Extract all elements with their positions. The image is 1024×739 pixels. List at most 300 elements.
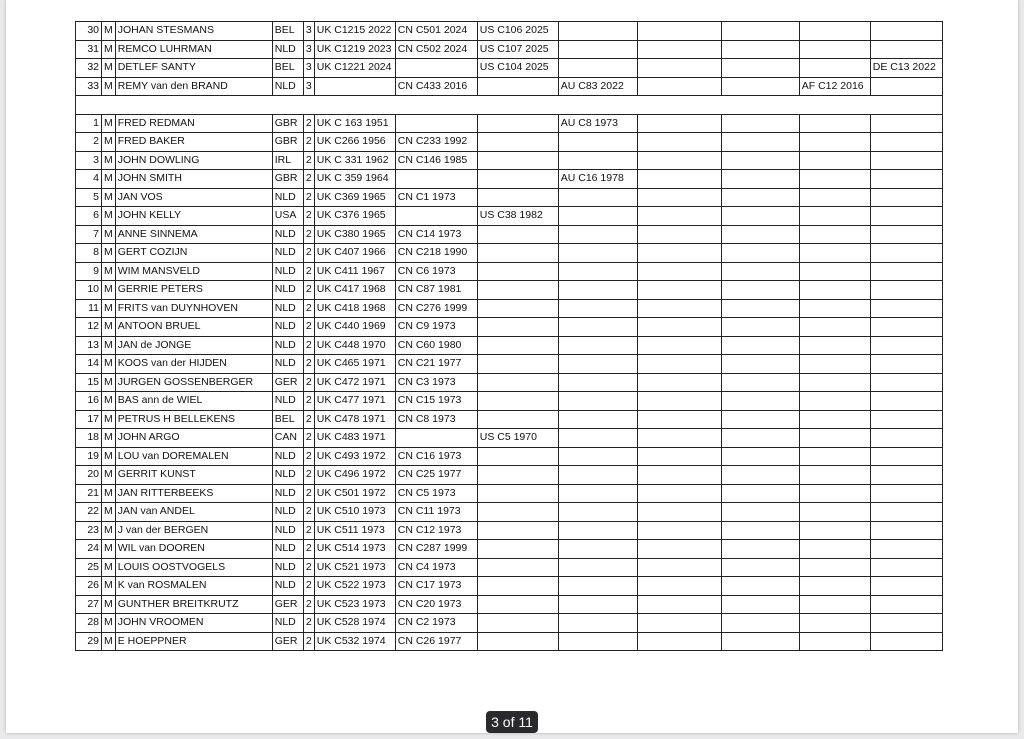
af-record-cell <box>799 410 870 429</box>
nationality-cell: NLD <box>272 355 303 374</box>
us-record-cell <box>477 373 558 392</box>
empty-cell <box>637 447 721 466</box>
rank-cell: 2 <box>303 373 314 392</box>
nationality-cell: NLD <box>272 77 303 96</box>
gender-cell: M <box>102 503 116 522</box>
empty-cell <box>637 595 721 614</box>
rank-cell: 2 <box>303 336 314 355</box>
uk-record-cell: UK C 359 1964 <box>314 170 395 189</box>
nationality-cell: NLD <box>272 318 303 337</box>
au-record-cell <box>558 355 637 374</box>
name-cell: WIM MANSVELD <box>115 262 272 281</box>
uk-record-cell: UK C501 1972 <box>314 484 395 503</box>
de-record-cell <box>870 133 942 152</box>
uk-record-cell: UK C417 1968 <box>314 281 395 300</box>
empty-cell <box>721 188 799 207</box>
af-record-cell <box>799 373 870 392</box>
nationality-cell: NLD <box>272 466 303 485</box>
us-record-cell <box>477 77 558 96</box>
gender-cell: M <box>102 22 116 41</box>
uk-record-cell: UK C510 1973 <box>314 503 395 522</box>
af-record-cell <box>799 170 870 189</box>
cn-record-cell: CN C14 1973 <box>395 225 477 244</box>
row-number-cell: 22 <box>76 503 102 522</box>
name-cell: JURGEN GOSSENBERGER <box>115 373 272 392</box>
au-record-cell: AU C16 1978 <box>558 170 637 189</box>
row-number-cell: 20 <box>76 466 102 485</box>
uk-record-cell: UK C493 1972 <box>314 447 395 466</box>
separator-cell <box>870 96 942 115</box>
rank-cell: 2 <box>303 503 314 522</box>
empty-cell <box>637 281 721 300</box>
gender-cell: M <box>102 170 116 189</box>
table-row <box>76 632 943 651</box>
empty-cell <box>721 614 799 633</box>
cn-record-cell: CN C2 1973 <box>395 614 477 633</box>
de-record-cell <box>870 410 942 429</box>
rank-cell: 2 <box>303 484 314 503</box>
table-row <box>76 77 943 96</box>
nationality-cell: NLD <box>272 336 303 355</box>
empty-cell <box>637 318 721 337</box>
cn-record-cell: CN C87 1981 <box>395 281 477 300</box>
us-record-cell <box>477 225 558 244</box>
us-record-cell <box>477 281 558 300</box>
uk-record-cell: UK C448 1970 <box>314 336 395 355</box>
empty-cell <box>637 355 721 374</box>
nationality-cell: NLD <box>272 392 303 411</box>
cn-record-cell <box>395 114 477 133</box>
name-cell: FRITS van DUYNHOVEN <box>115 299 272 318</box>
table-row <box>76 521 943 540</box>
empty-cell <box>637 484 721 503</box>
au-record-cell <box>558 466 637 485</box>
separator-row <box>76 96 943 115</box>
de-record-cell <box>870 281 942 300</box>
gender-cell: M <box>102 466 116 485</box>
cn-record-cell: CN C218 1990 <box>395 244 477 263</box>
name-cell: BAS ann de WIEL <box>115 392 272 411</box>
rank-cell: 2 <box>303 207 314 226</box>
separator-cell <box>799 96 870 115</box>
name-cell: GERRIT KUNST <box>115 466 272 485</box>
au-record-cell <box>558 503 637 522</box>
row-number-cell: 15 <box>76 373 102 392</box>
separator-cell <box>115 96 272 115</box>
us-record-cell: US C106 2025 <box>477 22 558 41</box>
cn-record-cell <box>395 59 477 78</box>
af-record-cell <box>799 466 870 485</box>
empty-cell <box>637 410 721 429</box>
gender-cell: M <box>102 373 116 392</box>
nationality-cell: NLD <box>272 577 303 596</box>
cn-record-cell: CN C276 1999 <box>395 299 477 318</box>
au-record-cell <box>558 133 637 152</box>
gender-cell: M <box>102 188 116 207</box>
table-row <box>76 355 943 374</box>
nationality-cell: CAN <box>272 429 303 448</box>
separator-cell <box>721 96 799 115</box>
separator-cell <box>102 96 116 115</box>
de-record-cell <box>870 77 942 96</box>
table-section-rank-3 <box>76 22 943 96</box>
separator-cell <box>558 96 637 115</box>
rank-cell: 2 <box>303 244 314 263</box>
table-row <box>76 373 943 392</box>
us-record-cell <box>477 466 558 485</box>
gender-cell: M <box>102 40 116 59</box>
de-record-cell <box>870 484 942 503</box>
empty-cell <box>637 170 721 189</box>
cn-record-cell <box>395 170 477 189</box>
name-cell: LOUIS OOSTVOGELS <box>115 558 272 577</box>
table-row <box>76 558 943 577</box>
de-record-cell <box>870 244 942 263</box>
separator-cell <box>637 96 721 115</box>
au-record-cell <box>558 188 637 207</box>
au-record-cell <box>558 318 637 337</box>
cn-record-cell: CN C12 1973 <box>395 521 477 540</box>
empty-cell <box>637 207 721 226</box>
uk-record-cell: UK C532 1974 <box>314 632 395 651</box>
us-record-cell <box>477 318 558 337</box>
cn-record-cell: CN C501 2024 <box>395 22 477 41</box>
empty-cell <box>721 22 799 41</box>
table-separator <box>76 96 943 115</box>
de-record-cell: DE C13 2022 <box>870 59 942 78</box>
empty-cell <box>637 299 721 318</box>
de-record-cell <box>870 429 942 448</box>
cn-record-cell: CN C16 1973 <box>395 447 477 466</box>
cn-record-cell: CN C9 1973 <box>395 318 477 337</box>
table-row <box>76 540 943 559</box>
uk-record-cell: UK C411 1967 <box>314 262 395 281</box>
name-cell: PETRUS H BELLEKENS <box>115 410 272 429</box>
au-record-cell <box>558 392 637 411</box>
rank-cell: 2 <box>303 410 314 429</box>
af-record-cell <box>799 22 870 41</box>
table-row <box>76 299 943 318</box>
rank-cell: 2 <box>303 577 314 596</box>
us-record-cell <box>477 595 558 614</box>
de-record-cell <box>870 207 942 226</box>
au-record-cell <box>558 299 637 318</box>
af-record-cell <box>799 151 870 170</box>
nationality-cell: NLD <box>272 484 303 503</box>
af-record-cell <box>799 225 870 244</box>
row-number-cell: 26 <box>76 577 102 596</box>
gender-cell: M <box>102 558 116 577</box>
empty-cell <box>721 355 799 374</box>
table-row <box>76 466 943 485</box>
de-record-cell <box>870 521 942 540</box>
us-record-cell <box>477 484 558 503</box>
uk-record-cell: UK C522 1973 <box>314 577 395 596</box>
empty-cell <box>637 59 721 78</box>
au-record-cell <box>558 429 637 448</box>
au-record-cell <box>558 447 637 466</box>
empty-cell <box>637 133 721 152</box>
separator-cell <box>314 96 395 115</box>
rank-cell: 2 <box>303 170 314 189</box>
uk-record-cell: UK C511 1973 <box>314 521 395 540</box>
empty-cell <box>721 466 799 485</box>
nationality-cell: NLD <box>272 521 303 540</box>
empty-cell <box>637 188 721 207</box>
gender-cell: M <box>102 244 116 263</box>
cn-record-cell: CN C146 1985 <box>395 151 477 170</box>
rank-cell: 2 <box>303 299 314 318</box>
row-number-cell: 31 <box>76 40 102 59</box>
au-record-cell <box>558 521 637 540</box>
rank-cell: 2 <box>303 614 314 633</box>
af-record-cell <box>799 318 870 337</box>
cn-record-cell: CN C8 1973 <box>395 410 477 429</box>
uk-record-cell: UK C528 1974 <box>314 614 395 633</box>
cn-record-cell: CN C3 1973 <box>395 373 477 392</box>
nationality-cell: NLD <box>272 225 303 244</box>
af-record-cell <box>799 133 870 152</box>
au-record-cell <box>558 373 637 392</box>
au-record-cell <box>558 595 637 614</box>
cn-record-cell: CN C25 1977 <box>395 466 477 485</box>
empty-cell <box>637 503 721 522</box>
empty-cell <box>721 299 799 318</box>
nationality-cell: GBR <box>272 170 303 189</box>
de-record-cell <box>870 392 942 411</box>
cn-record-cell: CN C15 1973 <box>395 392 477 411</box>
us-record-cell <box>477 540 558 559</box>
gender-cell: M <box>102 59 116 78</box>
rank-cell: 2 <box>303 281 314 300</box>
empty-cell <box>637 373 721 392</box>
empty-cell <box>721 207 799 226</box>
us-record-cell <box>477 521 558 540</box>
rank-cell: 2 <box>303 151 314 170</box>
table-row <box>76 318 943 337</box>
empty-cell <box>721 133 799 152</box>
name-cell: JAN RITTERBEEKS <box>115 484 272 503</box>
gender-cell: M <box>102 540 116 559</box>
us-record-cell <box>477 299 558 318</box>
us-record-cell <box>477 151 558 170</box>
row-number-cell: 2 <box>76 133 102 152</box>
uk-record-cell: UK C514 1973 <box>314 540 395 559</box>
de-record-cell <box>870 577 942 596</box>
uk-record-cell: UK C477 1971 <box>314 392 395 411</box>
de-record-cell <box>870 318 942 337</box>
nationality-cell: USA <box>272 207 303 226</box>
empty-cell <box>721 577 799 596</box>
cn-record-cell: CN C26 1977 <box>395 632 477 651</box>
row-number-cell: 21 <box>76 484 102 503</box>
us-record-cell <box>477 558 558 577</box>
row-number-cell: 24 <box>76 540 102 559</box>
table-row <box>76 114 943 133</box>
row-number-cell: 7 <box>76 225 102 244</box>
gender-cell: M <box>102 632 116 651</box>
table-row <box>76 595 943 614</box>
separator-cell <box>76 96 102 115</box>
au-record-cell: AU C83 2022 <box>558 77 637 96</box>
de-record-cell <box>870 540 942 559</box>
table-row <box>76 207 943 226</box>
gender-cell: M <box>102 262 116 281</box>
empty-cell <box>637 540 721 559</box>
af-record-cell <box>799 484 870 503</box>
name-cell: FRED BAKER <box>115 133 272 152</box>
empty-cell <box>721 503 799 522</box>
empty-cell <box>637 151 721 170</box>
empty-cell <box>637 22 721 41</box>
us-record-cell <box>477 447 558 466</box>
nationality-cell: NLD <box>272 299 303 318</box>
cn-record-cell: CN C6 1973 <box>395 262 477 281</box>
nationality-cell: GER <box>272 632 303 651</box>
af-record-cell: AF C12 2016 <box>799 77 870 96</box>
uk-record-cell: UK C496 1972 <box>314 466 395 485</box>
us-record-cell <box>477 336 558 355</box>
rank-cell: 2 <box>303 521 314 540</box>
table-row <box>76 22 943 41</box>
af-record-cell <box>799 429 870 448</box>
cn-record-cell: CN C4 1973 <box>395 558 477 577</box>
af-record-cell <box>799 595 870 614</box>
name-cell: FRED REDMAN <box>115 114 272 133</box>
us-record-cell <box>477 133 558 152</box>
rank-cell: 2 <box>303 466 314 485</box>
af-record-cell <box>799 207 870 226</box>
empty-cell <box>637 244 721 263</box>
table-row <box>76 59 943 78</box>
empty-cell <box>721 244 799 263</box>
us-record-cell <box>477 577 558 596</box>
gender-cell: M <box>102 299 116 318</box>
uk-record-cell: UK C266 1956 <box>314 133 395 152</box>
records-table <box>75 21 943 651</box>
af-record-cell <box>799 558 870 577</box>
empty-cell <box>721 40 799 59</box>
de-record-cell <box>870 614 942 633</box>
empty-cell <box>637 225 721 244</box>
empty-cell <box>637 114 721 133</box>
nationality-cell: NLD <box>272 262 303 281</box>
name-cell: REMY van den BRAND <box>115 77 272 96</box>
nationality-cell: GBR <box>272 133 303 152</box>
nationality-cell: NLD <box>272 188 303 207</box>
us-record-cell <box>477 503 558 522</box>
row-number-cell: 5 <box>76 188 102 207</box>
table-row <box>76 133 943 152</box>
au-record-cell <box>558 484 637 503</box>
gender-cell: M <box>102 133 116 152</box>
au-record-cell: AU C8 1973 <box>558 114 637 133</box>
de-record-cell <box>870 355 942 374</box>
gender-cell: M <box>102 614 116 633</box>
us-record-cell <box>477 392 558 411</box>
uk-record-cell: UK C1221 2024 <box>314 59 395 78</box>
de-record-cell <box>870 170 942 189</box>
us-record-cell <box>477 632 558 651</box>
au-record-cell <box>558 336 637 355</box>
name-cell: JOHN SMITH <box>115 170 272 189</box>
us-record-cell <box>477 170 558 189</box>
name-cell: K van ROSMALEN <box>115 577 272 596</box>
de-record-cell <box>870 373 942 392</box>
nationality-cell: NLD <box>272 281 303 300</box>
table-row <box>76 484 943 503</box>
table-row <box>76 225 943 244</box>
au-record-cell <box>558 225 637 244</box>
name-cell: JAN VOS <box>115 188 272 207</box>
empty-cell <box>721 114 799 133</box>
gender-cell: M <box>102 77 116 96</box>
table-row <box>76 40 943 59</box>
name-cell: JOHN ARGO <box>115 429 272 448</box>
af-record-cell <box>799 262 870 281</box>
uk-record-cell: UK C 331 1962 <box>314 151 395 170</box>
uk-record-cell: UK C407 1966 <box>314 244 395 263</box>
name-cell: E HOEPPNER <box>115 632 272 651</box>
name-cell: GUNTHER BREITKRUTZ <box>115 595 272 614</box>
rank-cell: 2 <box>303 540 314 559</box>
empty-cell <box>721 77 799 96</box>
separator-cell <box>272 96 303 115</box>
name-cell: DETLEF SANTY <box>115 59 272 78</box>
empty-cell <box>721 225 799 244</box>
de-record-cell <box>870 151 942 170</box>
table-row <box>76 151 943 170</box>
au-record-cell <box>558 614 637 633</box>
af-record-cell <box>799 281 870 300</box>
af-record-cell <box>799 614 870 633</box>
gender-cell: M <box>102 429 116 448</box>
empty-cell <box>721 521 799 540</box>
row-number-cell: 25 <box>76 558 102 577</box>
name-cell: JOHN KELLY <box>115 207 272 226</box>
gender-cell: M <box>102 318 116 337</box>
empty-cell <box>721 429 799 448</box>
af-record-cell <box>799 336 870 355</box>
name-cell: LOU van DOREMALEN <box>115 447 272 466</box>
af-record-cell <box>799 577 870 596</box>
de-record-cell <box>870 40 942 59</box>
row-number-cell: 13 <box>76 336 102 355</box>
row-number-cell: 18 <box>76 429 102 448</box>
uk-record-cell: UK C380 1965 <box>314 225 395 244</box>
au-record-cell <box>558 262 637 281</box>
uk-record-cell: UK C1219 2023 <box>314 40 395 59</box>
rank-cell: 2 <box>303 595 314 614</box>
rank-cell: 3 <box>303 59 314 78</box>
row-number-cell: 28 <box>76 614 102 633</box>
empty-cell <box>637 336 721 355</box>
row-number-cell: 12 <box>76 318 102 337</box>
row-number-cell: 14 <box>76 355 102 374</box>
empty-cell <box>721 336 799 355</box>
empty-cell <box>721 373 799 392</box>
empty-cell <box>721 281 799 300</box>
empty-cell <box>637 429 721 448</box>
name-cell: ANNE SINNEMA <box>115 225 272 244</box>
de-record-cell <box>870 22 942 41</box>
row-number-cell: 17 <box>76 410 102 429</box>
us-record-cell <box>477 188 558 207</box>
name-cell: JAN de JONGE <box>115 336 272 355</box>
row-number-cell: 1 <box>76 114 102 133</box>
uk-record-cell: UK C521 1973 <box>314 558 395 577</box>
au-record-cell <box>558 244 637 263</box>
